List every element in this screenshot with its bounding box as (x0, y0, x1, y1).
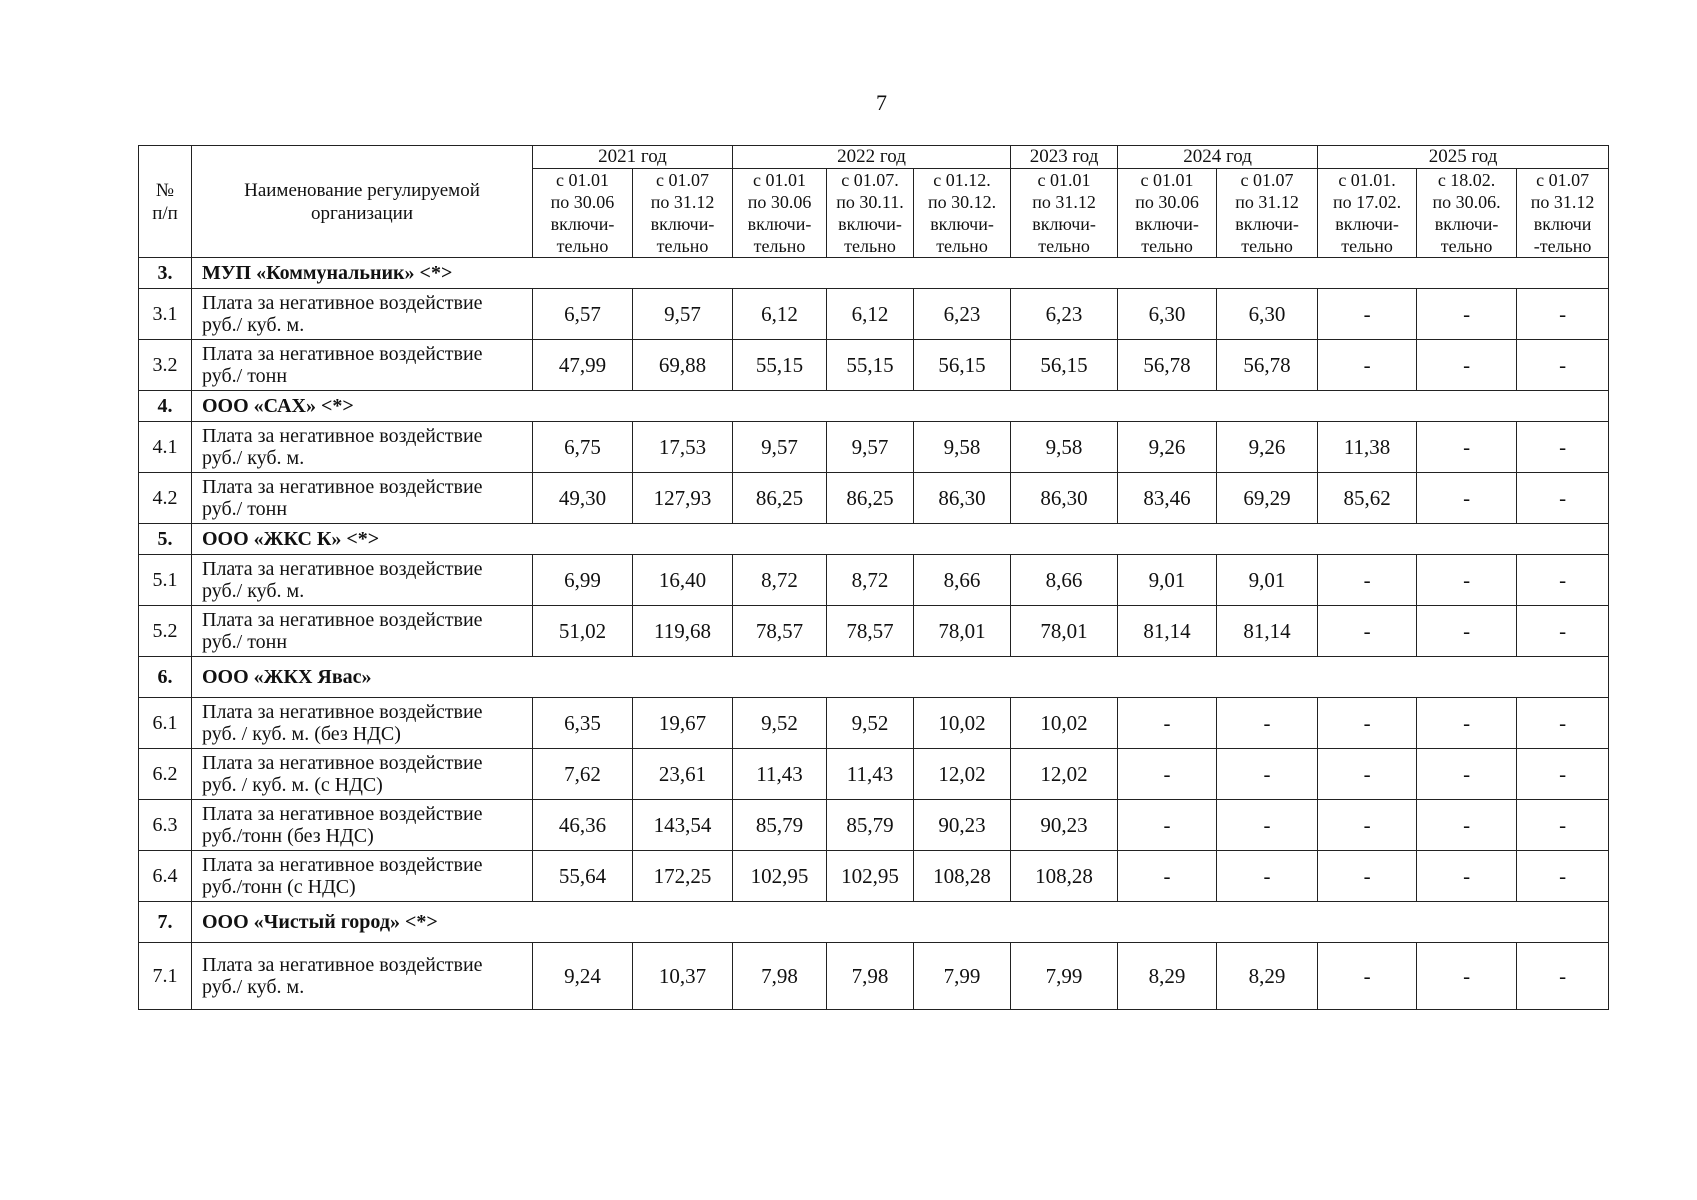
period-line: включи- (838, 214, 902, 234)
organization-number: 6. (139, 657, 192, 698)
tariff-value: 7,98 (827, 943, 914, 1010)
item-name (192, 340, 533, 391)
tariff-value: 9,58 (1011, 422, 1118, 473)
organization-number: 5. (139, 524, 192, 555)
tariff-value: 17,53 (633, 422, 733, 473)
organization-number: 7. (139, 902, 192, 943)
tariff-value: - (1417, 606, 1517, 657)
item-name (192, 943, 533, 1010)
period-line: по 30.06. (1432, 192, 1501, 212)
name-column-header (192, 146, 533, 258)
tariff-value: 6,23 (1011, 289, 1118, 340)
tariff-value: 47,99 (533, 340, 633, 391)
period-header (1417, 169, 1517, 258)
period-line: с 18.02. (1437, 170, 1496, 190)
tariff-value: 108,28 (914, 851, 1011, 902)
item-name-line: Плата за негативное воздействие (202, 854, 483, 876)
tariff-value: 23,61 (633, 749, 733, 800)
period-line: с 01.01. (1338, 170, 1396, 190)
tariff-value: 9,58 (914, 422, 1011, 473)
organization-name: ООО «ЖКХ Явас» (192, 657, 1609, 698)
tariff-value: - (1118, 800, 1217, 851)
organization-row (139, 524, 1609, 555)
tariff-value: 11,43 (733, 749, 827, 800)
period-line: включи- (747, 214, 812, 234)
tariff-value: 172,25 (633, 851, 733, 902)
tariff-value: 9,01 (1217, 555, 1318, 606)
tariff-value: 51,02 (533, 606, 633, 657)
tariff-value: 56,15 (1011, 340, 1118, 391)
tariff-value: - (1417, 749, 1517, 800)
item-name-line: руб./тонн (с НДС) (202, 876, 356, 898)
tariff-value: 55,64 (533, 851, 633, 902)
table-row (139, 289, 1609, 340)
tariff-value: - (1417, 800, 1517, 851)
num-header-line: № (155, 179, 175, 201)
organization-row (139, 657, 1609, 698)
tariff-value: 6,30 (1118, 289, 1217, 340)
period-line: включи- (1032, 214, 1096, 234)
tariff-value: 8,29 (1217, 943, 1318, 1010)
tariff-value: 86,25 (733, 473, 827, 524)
period-line: с 01.01 (556, 170, 609, 190)
period-line: по 31.12 (650, 192, 715, 212)
tariff-value: 46,36 (533, 800, 633, 851)
item-name (192, 851, 533, 902)
tariff-value: - (1217, 749, 1318, 800)
tariff-value: 85,79 (733, 800, 827, 851)
tariff-value: 9,57 (827, 422, 914, 473)
item-name-line: руб./ куб. м. (202, 314, 305, 336)
tariff-value: 78,57 (733, 606, 827, 657)
tariff-value: 69,29 (1217, 473, 1318, 524)
tariff-value: 78,01 (1011, 606, 1118, 657)
tariff-value: 7,62 (533, 749, 633, 800)
table-row (139, 422, 1609, 473)
tariff-value: 6,12 (827, 289, 914, 340)
item-name-line: Плата за негативное воздействие (202, 954, 483, 976)
organization-name: ООО «САХ» <*> (192, 391, 1609, 422)
period-line: по 30.06 (550, 192, 615, 212)
tariff-value: - (1318, 555, 1417, 606)
item-name (192, 749, 533, 800)
period-line: тельно (1241, 236, 1293, 256)
period-line: тельно (936, 236, 988, 256)
item-name-line: Плата за негативное воздействие (202, 343, 483, 365)
period-line: по 30.06 (1135, 192, 1199, 212)
item-name (192, 289, 533, 340)
tariff-value: 16,40 (633, 555, 733, 606)
tariff-value: 6,35 (533, 698, 633, 749)
period-line: с 01.07 (1536, 170, 1590, 190)
tariff-value: - (1417, 473, 1517, 524)
item-name (192, 698, 533, 749)
tariff-value: - (1517, 473, 1609, 524)
period-header (1217, 169, 1318, 258)
organization-row (139, 391, 1609, 422)
tariff-value: - (1318, 340, 1417, 391)
tariff-value: - (1517, 289, 1609, 340)
tariff-value: 8,72 (733, 555, 827, 606)
year-header: 2021 год (533, 146, 733, 169)
tariff-value: - (1417, 555, 1517, 606)
item-number: 3.2 (139, 340, 192, 391)
table-row (139, 555, 1609, 606)
period-header (1318, 169, 1417, 258)
item-number: 6.1 (139, 698, 192, 749)
period-line: включи- (1434, 214, 1499, 234)
tariff-value: - (1118, 749, 1217, 800)
item-number: 5.2 (139, 606, 192, 657)
tariff-value: 9,52 (733, 698, 827, 749)
item-number: 3.1 (139, 289, 192, 340)
tariff-value: - (1517, 606, 1609, 657)
tariff-value: - (1417, 340, 1517, 391)
tariff-value: 119,68 (633, 606, 733, 657)
year-header: 2023 год (1011, 146, 1118, 169)
period-line: с 01.01 (1037, 170, 1091, 190)
item-name-line: Плата за негативное воздействие (202, 292, 483, 314)
tariff-value: 85,79 (827, 800, 914, 851)
tariff-value: 9,26 (1118, 422, 1217, 473)
tariff-value: 10,37 (633, 943, 733, 1010)
tariff-value: 83,46 (1118, 473, 1217, 524)
tariff-value: - (1517, 422, 1609, 473)
tariff-value: 56,15 (914, 340, 1011, 391)
tariff-value: 8,66 (1011, 555, 1118, 606)
tariff-value: 10,02 (1011, 698, 1118, 749)
tariff-value: - (1517, 851, 1609, 902)
tariff-value: 11,38 (1318, 422, 1417, 473)
tariff-value: 11,43 (827, 749, 914, 800)
item-number: 6.4 (139, 851, 192, 902)
tariff-value: 6,75 (533, 422, 633, 473)
tariff-value: - (1417, 422, 1517, 473)
item-name (192, 800, 533, 851)
year-header: 2022 год (733, 146, 1011, 169)
tariff-value: 69,88 (633, 340, 733, 391)
tariff-value: 56,78 (1118, 340, 1217, 391)
period-line: по 17.02. (1332, 192, 1402, 212)
tariff-value: 6,57 (533, 289, 633, 340)
name-header-line: Наименование регулируемой (244, 179, 480, 201)
table-row (139, 606, 1609, 657)
tariff-value: 90,23 (1011, 800, 1118, 851)
item-name-line: Плата за негативное воздействие (202, 558, 483, 580)
period-line: по 30.11. (836, 192, 904, 212)
period-line: тельно (1038, 236, 1090, 256)
organization-name: МУП «Коммунальник» <*> (192, 258, 1609, 289)
tariff-value: 143,54 (633, 800, 733, 851)
table-body (139, 258, 1609, 1010)
tariff-value: - (1318, 800, 1417, 851)
period-header (1118, 169, 1217, 258)
period-line: включи- (1135, 214, 1199, 234)
tariff-value: - (1318, 749, 1417, 800)
period-line: тельно (1141, 236, 1193, 256)
item-name-line: Плата за негативное воздействие (202, 701, 483, 723)
table-header (139, 146, 1609, 258)
item-number: 6.2 (139, 749, 192, 800)
tariff-value: - (1517, 943, 1609, 1010)
period-line: включи- (930, 214, 994, 234)
tariff-value: - (1318, 289, 1417, 340)
table-row (139, 851, 1609, 902)
tariff-value: 12,02 (914, 749, 1011, 800)
tariff-value: 8,66 (914, 555, 1011, 606)
period-header (533, 169, 633, 258)
period-line: включи- (550, 214, 615, 234)
period-line: с 01.12. (933, 170, 991, 190)
tariff-value: - (1517, 800, 1609, 851)
tariff-value: 9,24 (533, 943, 633, 1010)
tariff-value: 9,52 (827, 698, 914, 749)
period-header (1011, 169, 1118, 258)
tariff-value: 102,95 (733, 851, 827, 902)
period-line: тельно (844, 236, 896, 256)
tariff-value: - (1417, 851, 1517, 902)
tariff-value: 6,23 (914, 289, 1011, 340)
year-header: 2024 год (1118, 146, 1318, 169)
tariff-value: 8,72 (827, 555, 914, 606)
item-name-line: Плата за негативное воздействие (202, 609, 483, 631)
period-line: тельно (556, 236, 609, 256)
tariff-value: - (1217, 698, 1318, 749)
item-number: 7.1 (139, 943, 192, 1010)
item-name-line: руб. / куб. м. (с НДС) (202, 774, 383, 796)
tariff-value: - (1517, 340, 1609, 391)
tariff-value: 127,93 (633, 473, 733, 524)
tariff-value: - (1318, 606, 1417, 657)
item-name (192, 606, 533, 657)
organization-number: 3. (139, 258, 192, 289)
name-header-line: организации (310, 202, 413, 224)
item-name-line: руб./ тонн (202, 498, 288, 520)
tariff-value: - (1318, 851, 1417, 902)
tariff-value: 56,78 (1217, 340, 1318, 391)
tariff-value: 9,57 (633, 289, 733, 340)
tariff-value: 78,01 (914, 606, 1011, 657)
period-line: включи- (1235, 214, 1299, 234)
tariff-value: 12,02 (1011, 749, 1118, 800)
tariff-value: 7,98 (733, 943, 827, 1010)
period-line: с 01.07 (656, 170, 709, 190)
period-line: по 30.06 (747, 192, 812, 212)
item-number: 6.3 (139, 800, 192, 851)
tariff-value: 86,30 (914, 473, 1011, 524)
tariff-value: 81,14 (1217, 606, 1318, 657)
item-name-line: Плата за негативное воздействие (202, 476, 483, 498)
period-line: по 31.12 (1235, 192, 1299, 212)
item-name (192, 473, 533, 524)
table-row (139, 698, 1609, 749)
period-line: тельно (1341, 236, 1393, 256)
tariff-value: 55,15 (733, 340, 827, 391)
tariff-value: 9,26 (1217, 422, 1318, 473)
tariff-value: - (1118, 851, 1217, 902)
organization-name: ООО «ЖКС К» <*> (192, 524, 1609, 555)
tariff-value: 9,57 (733, 422, 827, 473)
num-column-header (139, 146, 192, 258)
item-name-line: руб. / куб. м. (без НДС) (202, 723, 401, 745)
organization-row (139, 902, 1609, 943)
num-header-line: п/п (152, 202, 178, 224)
period-line: по 30.12. (927, 192, 997, 212)
tariff-value: - (1517, 698, 1609, 749)
tariff-value: 10,02 (914, 698, 1011, 749)
period-header (633, 169, 733, 258)
table-row (139, 340, 1609, 391)
year-header: 2025 год (1318, 146, 1609, 169)
period-line: включи- (650, 214, 715, 234)
table-row (139, 749, 1609, 800)
item-name-line: Плата за негативное воздействие (202, 803, 483, 825)
tariff-value: - (1517, 749, 1609, 800)
period-line: с 01.01 (753, 170, 807, 190)
period-line: включи- (1335, 214, 1399, 234)
table-row (139, 800, 1609, 851)
year-header-row (139, 146, 1609, 169)
tariff-value: 6,99 (533, 555, 633, 606)
period-line: с 01.01 (1140, 170, 1194, 190)
tariff-value: 108,28 (1011, 851, 1118, 902)
item-number: 5.1 (139, 555, 192, 606)
period-line: -тельно (1533, 236, 1592, 256)
tariff-value: - (1118, 698, 1217, 749)
period-line: с 01.07. (841, 170, 899, 190)
organization-number: 4. (139, 391, 192, 422)
item-number: 4.1 (139, 422, 192, 473)
tariff-value: - (1318, 698, 1417, 749)
period-line: тельно (753, 236, 806, 256)
tariff-value: 8,29 (1118, 943, 1217, 1010)
period-header (827, 169, 914, 258)
tariff-value: - (1417, 698, 1517, 749)
tariff-value: - (1417, 289, 1517, 340)
period-header (914, 169, 1011, 258)
period-line: тельно (656, 236, 709, 256)
tariff-value: 55,15 (827, 340, 914, 391)
item-name (192, 422, 533, 473)
organization-name: ООО «Чистый город» <*> (192, 902, 1609, 943)
period-line: включи (1533, 214, 1592, 234)
period-header (1517, 169, 1609, 258)
item-name-line: руб./ тонн (202, 365, 288, 387)
tariff-value: - (1417, 943, 1517, 1010)
period-line: по 31.12 (1530, 192, 1595, 212)
item-name-line: Плата за негативное воздействие (202, 425, 483, 447)
tariff-value: 81,14 (1118, 606, 1217, 657)
item-name-line: руб./тонн (без НДС) (202, 825, 374, 847)
page-number: 7 (876, 90, 887, 115)
tariff-table (138, 145, 1609, 1010)
tariff-value: 85,62 (1318, 473, 1417, 524)
tariff-value: 86,25 (827, 473, 914, 524)
period-header (733, 169, 827, 258)
tariff-value: 90,23 (914, 800, 1011, 851)
tariff-value: 86,30 (1011, 473, 1118, 524)
period-line: с 01.07 (1240, 170, 1294, 190)
tariff-value: 78,57 (827, 606, 914, 657)
item-name-line: руб./ куб. м. (202, 580, 305, 602)
tariff-value: 7,99 (1011, 943, 1118, 1010)
period-line: тельно (1440, 236, 1493, 256)
table-row (139, 943, 1609, 1010)
tariff-value: 102,95 (827, 851, 914, 902)
item-name-line: руб./ куб. м. (202, 447, 305, 469)
tariff-value: - (1217, 800, 1318, 851)
item-name (192, 555, 533, 606)
tariff-value: 6,12 (733, 289, 827, 340)
item-name-line: руб./ тонн (202, 631, 288, 653)
tariff-value: 6,30 (1217, 289, 1318, 340)
tariff-value: 49,30 (533, 473, 633, 524)
tariff-value: - (1318, 943, 1417, 1010)
table-row (139, 473, 1609, 524)
tariff-value: - (1217, 851, 1318, 902)
tariff-value: 9,01 (1118, 555, 1217, 606)
tariff-value: 7,99 (914, 943, 1011, 1010)
period-line: по 31.12 (1032, 192, 1096, 212)
item-name-line: Плата за негативное воздействие (202, 752, 483, 774)
item-number: 4.2 (139, 473, 192, 524)
tariff-value: - (1517, 555, 1609, 606)
tariff-value: 19,67 (633, 698, 733, 749)
organization-row (139, 258, 1609, 289)
item-name-line: руб./ куб. м. (202, 976, 305, 998)
